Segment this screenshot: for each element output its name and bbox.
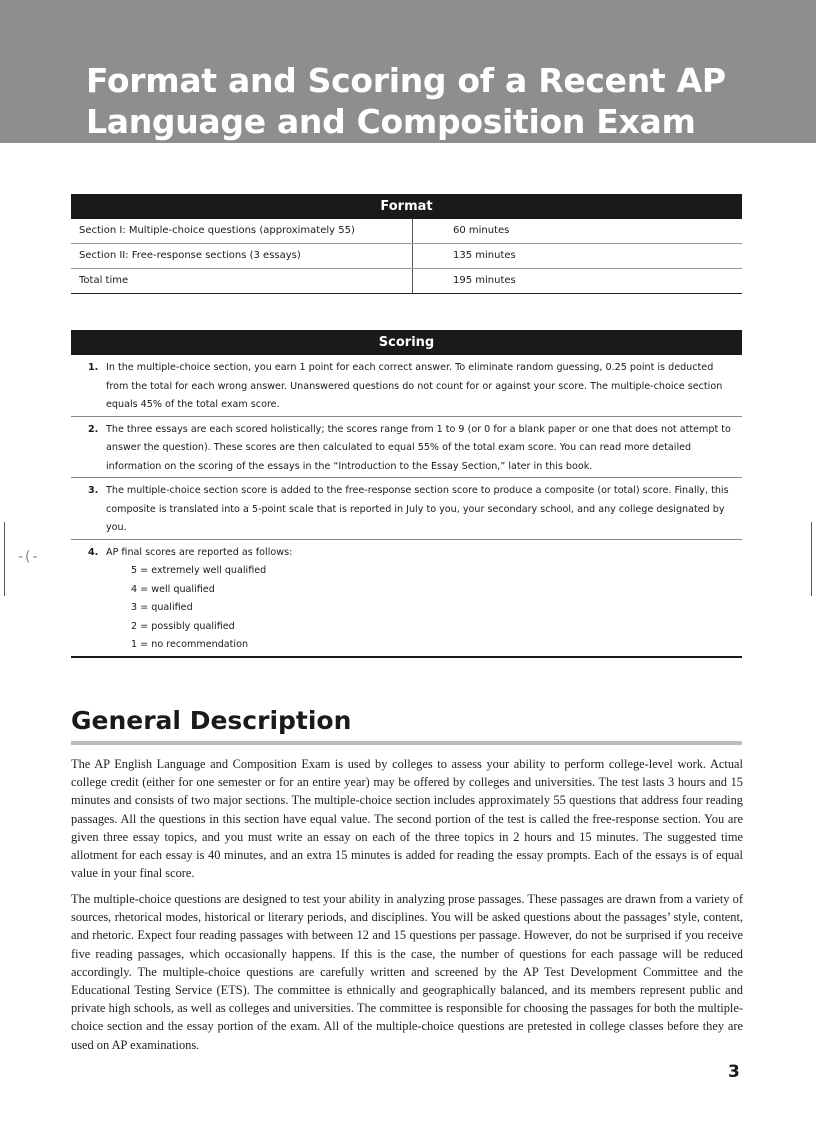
body-paragraph: The multiple-choice questions are designed to test your ability in analyzing prose passages. These passages are drawn from a variety of sources, rhetorical modes, historical or literary periods, and disciplines. You will be asked questions about the passages’ style, content, and rhetoric. Expect four reading passages with between 12 and 15 questions per passage. However, do not be surprised if you receive five reading passages, which occasionally happens. If this is the case, the number of questions for each passage will be reduced accordingly. The multiple-choice questions are carefully written and screened by the AP Test Development Committee and the Educational Testing Service (ETS). The committee is ethnically and geographically balanced, and its members represent public and private high schools, as well as colleges and universities. The committee is responsible for choosing the passages for both the multiple-choice section and the essay portion of the exam. All of the multiple-choice questions are pretested in college classes before they are used on AP examinations. xyxy=(71,892,743,1052)
scoring-item-number: 1. xyxy=(88,362,99,373)
scoring-item-text: The three essays are each scored holistically; the scores range from 1 to 9 (or 0 for a blank paper or one that does not attempt to answer the question). These scores are then calculated to equal 55% of the total exam score. You can read more detailed information on the scoring of the essays in the “Introduction to the Essay Section,” later in this book. xyxy=(106,423,731,472)
registration-mark: -(- xyxy=(18,549,40,565)
scoring-item xyxy=(71,355,742,417)
format-row-label: Total time xyxy=(71,269,413,293)
score-scale-line: 1 = no recommendation xyxy=(131,639,249,650)
format-row-label: Section I: Multiple-choice questions (approximately 55) xyxy=(71,219,413,243)
score-scale-line: 5 = extremely well qualified xyxy=(131,565,267,576)
format-row xyxy=(71,269,742,294)
left-margin-line xyxy=(4,522,5,596)
format-row xyxy=(71,244,742,269)
score-scale-line: 2 = possibly qualified xyxy=(131,620,235,632)
format-row-label: Section II: Free-response sections (3 essays) xyxy=(71,244,413,268)
right-margin-line xyxy=(811,522,812,596)
section-heading-rule xyxy=(71,741,742,745)
page-title: Format and Scoring of a Recent AP Language and Composition Exam xyxy=(86,61,726,141)
format-heading: Format xyxy=(71,194,742,219)
score-scale-line: 4 = well qualified xyxy=(131,583,215,595)
page-number: 3 xyxy=(728,1062,740,1082)
scoring-item-number: 3. xyxy=(88,485,99,496)
scoring-item-text: The multiple-choice section score is added to the free-response section score to produce a composite (or total) score. Finally, this composite is translated into a 5-point scale that is reported in July to you, your secondary school, and any college designated by you. xyxy=(106,485,729,533)
title-banner xyxy=(0,0,816,143)
format-row-value: 135 minutes xyxy=(453,250,516,261)
format-table xyxy=(71,194,742,294)
scoring-item xyxy=(71,540,742,658)
scoring-item-number: 2. xyxy=(88,423,99,435)
format-row-value: 60 minutes xyxy=(453,225,510,236)
scoring-heading: Scoring xyxy=(71,330,742,355)
format-row-value: 195 minutes xyxy=(453,275,516,286)
scoring-item-text: AP final scores are reported as follows: xyxy=(106,546,293,558)
scoring-item-number: 4. xyxy=(88,546,99,558)
format-row xyxy=(71,219,742,244)
section-heading: General Description xyxy=(71,706,352,735)
scoring-item xyxy=(71,417,742,479)
body-paragraph: The AP English Language and Composition Exam is used by colleges to assess your ability to perform college-level work. Actual college credit (either for one semester or for an entire year) may be offered by colleges and universities. The test lasts 3 hours and 15 minutes and consists of two major sections. The multiple-choice section includes approximately 55 questions that address four reading passages. All the questions in this section have equal value. The second portion of the test is called the free-response section. You are given three essay topics, and you must write an essay on each of the three topics in 2 hours and 15 minutes. The suggested time allotment for each essay is 40 minutes, and an extra 15 minutes is added for reading the essay prompts. Each of the essays is of equal value in your final score. xyxy=(71,757,743,881)
score-scale-line: 3 = qualified xyxy=(131,602,193,613)
scoring-item xyxy=(71,478,742,540)
scoring-item-text: In the multiple-choice section, you earn 1 point for each correct answer. To eliminate random guessing, 0.25 point is deducted from the total for each wrong answer. Unanswered questions do not count for or against your score. The multiple-choice section equals 45% of the total exam score. xyxy=(106,362,723,410)
scoring-table xyxy=(71,330,742,658)
